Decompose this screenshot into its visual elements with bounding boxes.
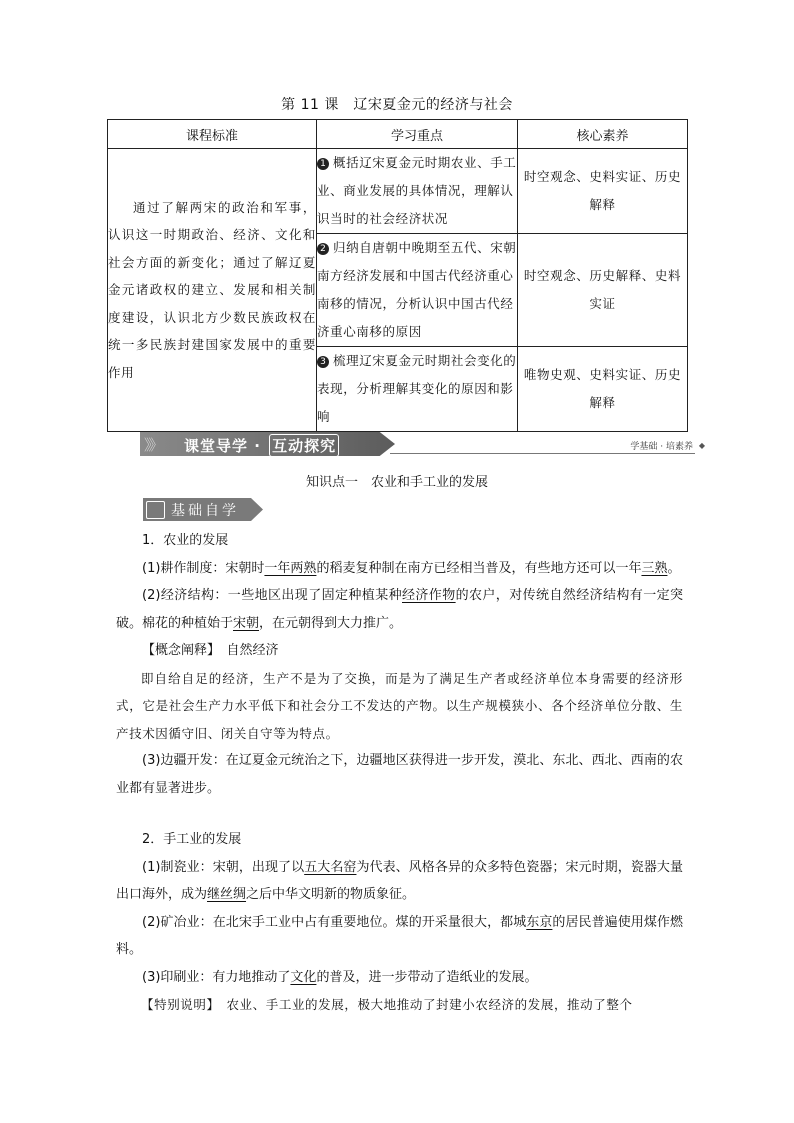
number-badge: 1: [317, 158, 329, 170]
table-header-row: [108, 120, 688, 149]
self-study-label: 基础自学: [171, 503, 239, 519]
focus-text: 梳理辽宋夏金元时期社会变化的表现，分析理解其变化的原因和影响: [317, 353, 517, 424]
section-handicraft: [116, 826, 683, 1019]
paragraph: (2)矿冶业：在北宋手工业中占有重要地位。煤的开采量很大，都城东京的居民普遍使用煤作燃料。: [116, 914, 683, 957]
curriculum-standard-text: 通过了解两宋的政治和军事，认识这一时期政治、经济、文化和社会方面的新变化；通过了解辽夏金元诸政权的建立、发展和相关制度建设，认识北方少数民族政权在统一多民族封建国家发展中的重要作用: [108, 199, 316, 380]
concept-heading: 【概念阐释】 自然经济: [142, 643, 279, 658]
special-note: 【特别说明】 农业、手工业的发展，极大地推动了封建小农经济的发展，推动了整个: [141, 997, 633, 1012]
core-text: 唯物史观、史料实证、历史解释: [523, 367, 682, 410]
header-focus: 学习重点: [317, 120, 518, 149]
header-core: 核心素养: [518, 120, 688, 149]
focus-cell: [317, 149, 518, 234]
concept-text: 即自给自足的经济，生产不是为了交换，而是为了满足生产者或经济单位本身需要的经济形式，它是社会生产力水平低下和社会分工不发达的产物。以生产规模狭小、各个经济单位分散、生产技术因循守旧、闭关自守等为特点。: [116, 670, 683, 741]
core-text: 时空观念、史料实证、历史解释: [523, 169, 682, 212]
core-cell: [518, 149, 688, 234]
paragraph: (1)制瓷业：宋朝，出现了以五大名窑为代表、风格各异的众多特色瓷器；宋元时期，瓷器大量出口海外，成为继丝绸之后中华文明新的物质象征。: [116, 859, 683, 902]
paragraph: (3)印刷业：有力地推动了文化的普及，进一步带动了造纸业的发展。: [142, 969, 538, 985]
section-heading: 2．手工业的发展: [142, 832, 242, 847]
curriculum-standard-cell: [108, 149, 317, 432]
section-banner: [140, 432, 705, 456]
paragraph: (3)边疆开发：在辽夏金元统治之下，边疆地区获得进一步开发，漠北、东北、西北、西南的农业都有显著进步。: [116, 753, 683, 796]
table-row: [108, 149, 688, 234]
section-heading: 1．农业的发展: [142, 533, 229, 548]
banner-title-boxed: 互动探究: [269, 434, 339, 457]
paragraph: (2)经济结构：一些地区出现了固定种植某种经济作物的农户，对传统自然经济结构有一定突破。棉花的种植始于宋朝，在元朝得到大力推广。: [116, 588, 683, 631]
focus-text: 概括辽宋夏金元时期农业、手工业、商业发展的具体情况，理解认识当时的社会经济状况: [317, 155, 517, 226]
double-chevron-icon: 》》: [144, 436, 161, 454]
number-badge: 2: [317, 243, 329, 255]
banner-title: [184, 434, 339, 457]
focus-text: 归纳自唐朝中晚期至五代、宋朝南方经济发展和中国古代经济重心南移的情况，分析认识中国古代经济重心南移的原因: [317, 240, 517, 339]
book-icon: [146, 501, 165, 519]
header-standard: 课程标准: [108, 120, 317, 149]
diamond-icon: ◆: [698, 441, 705, 450]
knowledge-point-title: 知识点一 农业和手工业的发展: [305, 475, 488, 490]
focus-cell: [317, 234, 518, 347]
paragraph: (1)耕作制度：宋朝时一年两熟的稻麦复种制在南方已经相当普及，有些地方还可以一年三熟。: [142, 560, 681, 576]
section-agriculture: [116, 527, 683, 802]
banner-subtitle: 学基础 · 培素养: [630, 442, 693, 452]
self-study-tag: [143, 498, 263, 521]
banner-title-left: 课堂导学 ·: [184, 437, 268, 455]
focus-cell: [317, 347, 518, 432]
lesson-title: 第 11 课 辽宋夏金元的经济与社会: [281, 97, 513, 113]
banner-divider: [390, 453, 695, 454]
core-cell: [518, 234, 688, 347]
core-text: 时空观念、历史解释、史料实证: [523, 268, 682, 311]
number-badge: 3: [317, 356, 329, 368]
curriculum-table: [107, 119, 688, 432]
core-cell: [518, 347, 688, 432]
